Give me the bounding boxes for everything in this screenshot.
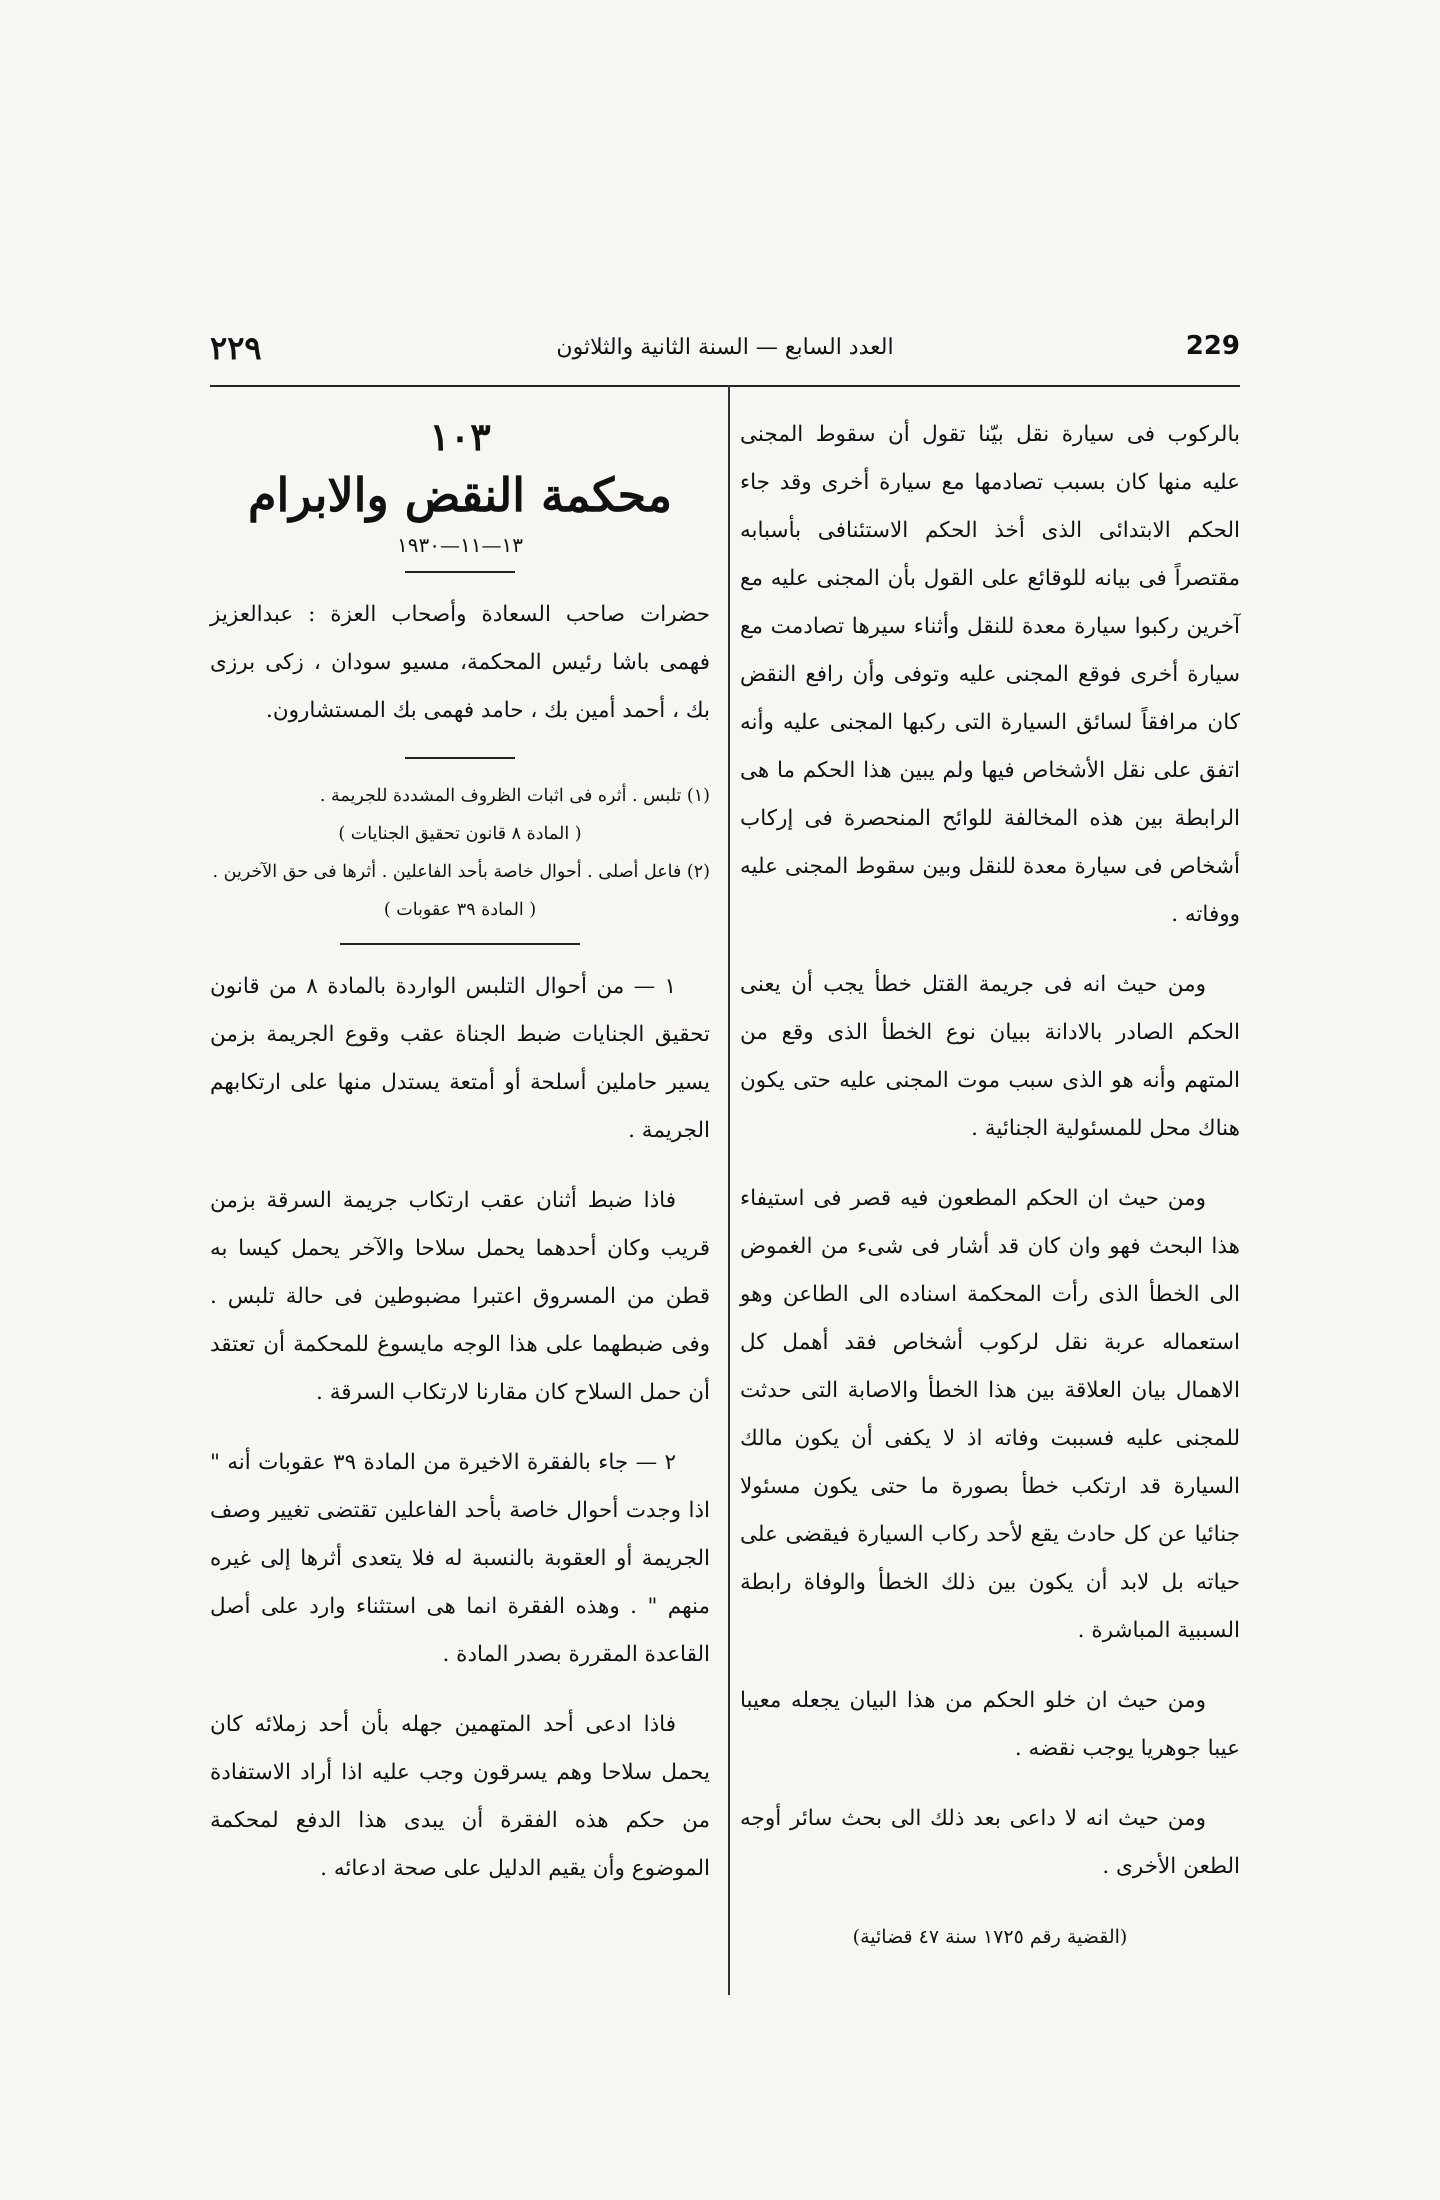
divider — [405, 757, 515, 759]
page-header — [210, 325, 1240, 387]
case-reference: (القضية رقم ١٧٢٥ سنة ٤٧ قضائية) — [852, 1926, 1128, 1948]
column-divider — [728, 385, 730, 1995]
body-paragraph: فاذا ضبط أثنان عقب ارتكاب جريمة السرقة بزمن قريب وكان أحدهما يحمل سلاحا والآخر يحمل كيسا به قطن من المسروق اعتبرا مضبوطين فى حالة تلبس . وفى ضبطهما على هذا الوجه مايسوغ للمحكمة أن تعتقد أن حمل السلاح كان مقارنا لارتكاب السرقة . — [210, 1188, 710, 1405]
case-number: ١٠٣ — [429, 414, 491, 459]
headnote-reference: ( المادة ٣٩ عقوبات ) — [383, 900, 537, 920]
journal-page — [210, 325, 1240, 2005]
divider — [340, 943, 580, 945]
headnote-reference: ( المادة ٨ قانون تحقيق الجنايات ) — [338, 824, 582, 844]
divider — [405, 571, 515, 573]
body-paragraph: ٢ — جاء بالفقرة الاخيرة من المادة ٣٩ عقوبات أنه " اذا وجدت أحوال خاصة بأحد الفاعلين تقتضى تغيير وصف الجريمة أو العقوبة بالنسبة له فلا يتعدى أثرها إلى غيره منهم " . وهذه الفقرة انما هى استثناء وارد على أصل القاعدة المقررة بصدر المادة . — [210, 1450, 710, 1667]
running-title: العدد السابع — السنة الثانية والثلاثون — [556, 335, 894, 360]
left-column — [210, 411, 710, 1915]
body-paragraph: ١ — من أحوال التلبس الواردة بالمادة ٨ من قانون تحقيق الجنايات ضبط الجناة عقب وقوع الجريمة بزمن يسير حاملين أسلحة أو أمتعة يستدل منها على ارتكابهم الجريمة . — [210, 974, 710, 1143]
court-name: محكمة النقض والابرام — [248, 468, 672, 522]
right-column — [740, 411, 1240, 1961]
body-paragraph: بالركوب فى سيارة نقل بيّنا تقول أن سقوط المجنى عليه منها كان بسبب تصادمها مع سيارة أخرى وقد جاء الحكم الابتدائى الذى أخذ الحكم الاستئنافى بأسبابه مقتصراً فى بيانه للوقائع على القول بأن المجنى عليه مع آخرين ركبوا سيارة معدة للنقل وأثناء سيرها تصادمت مع سيارة أخرى فوقع المجنى عليه وتوفى وأن رافع النقض كان مرافقاً لسائق السيارة التى ركبها المجنى عليه وأنه اتفق على نقل الأشخاص فيها ولم يبين هذا الحكم ما هى الرابطة بين هذه المخالفة للوائح المنحصرة فى إركاب أشخاص فى سيارة معدة للنقل وبين سقوط المجنى عليه ووفاته . — [740, 422, 1240, 927]
body-paragraph: فاذا ادعى أحد المتهمين جهله بأن أحد زملائه كان يحمل سلاحا وهم يسرقون وجب عليه اذا أراد الاستفادة من حكم هذه الفقرة أن يبدى هذا الدفع لمحكمة الموضوع وأن يقيم الدليل على صحة ادعائه . — [210, 1712, 710, 1881]
judgment-date: ١٣—١١—١٩٣٠ — [397, 533, 523, 557]
body-paragraph: ومن حيث انه لا داعى بعد ذلك الى بحث سائر أوجه الطعن الأخرى . — [740, 1806, 1240, 1879]
page-number-latin: 229 — [1185, 331, 1240, 361]
headnote: (١) تلبس . أثره فى اثبات الظروف المشددة للجريمة . — [319, 786, 710, 806]
body-paragraph: ومن حيث ان الحكم المطعون فيه قصر فى استيفاء هذا البحث فهو وان كان قد أشار فى شىء من الغموض الى الخطأ الذى رأت المحكمة اسناده الى الطاعن وهو استعماله عربة نقل لركوب أشخاص فقد أهمل كل الاهمال بيان العلاقة بين هذا الخطأ والاصابة التى حدثت للمجنى عليه فسببت وفاته اذ لا يكفى أن يكون مالك السيارة قد ارتكب خطأ بصورة ما حتى يكون مسئولا جنائيا عن كل حادث يقع لأحد ركاب السيارة فيقضى على حياته بل لابد أن يكون بين ذلك الخطأ والوفاة رابطة السببية المباشرة . — [740, 1186, 1240, 1643]
headnote: (٢) فاعل أصلى . أحوال خاصة بأحد الفاعلين . أثرها فى حق الآخرين . — [212, 862, 710, 882]
page-number-arabic: ٢٢٩ — [210, 329, 262, 367]
bench-composition: حضرات صاحب السعادة وأصحاب العزة : عبدالعزيز فهمى باشا رئيس المحكمة، مسيو سودان ، زكى برزى بك ، أحمد أمين بك ، حامد فهمى بك المستشارون. — [210, 602, 710, 723]
body-paragraph: ومن حيث ان خلو الحكم من هذا البيان يجعله معيبا عيبا جوهريا يوجب نقضه . — [740, 1688, 1240, 1761]
body-paragraph: ومن حيث انه فى جريمة القتل خطأ يجب أن يعنى الحكم الصادر بالادانة ببيان نوع الخطأ الذى وقع من المتهم وأنه هو الذى سبب موت المجنى عليه حتى يكون هناك محل للمسئولية الجنائية . — [740, 972, 1240, 1141]
